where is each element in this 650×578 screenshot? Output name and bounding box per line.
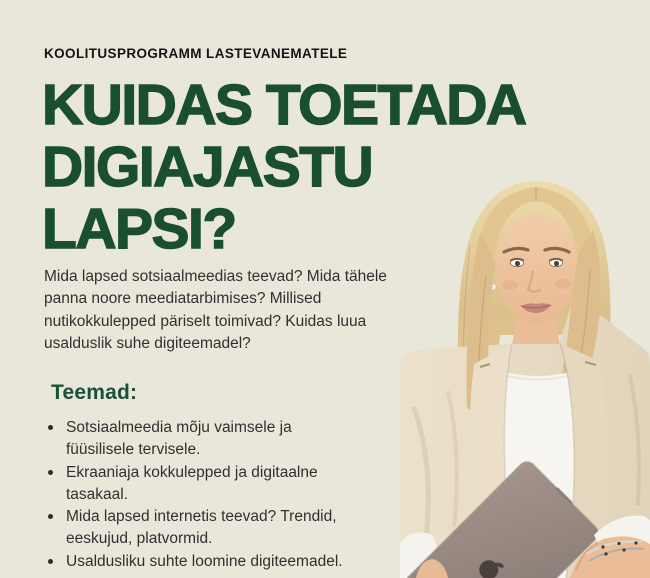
list-item <box>44 462 362 507</box>
topic-text: Usaldusliku suhte loomine digiteemadel. <box>66 552 343 570</box>
title-line-1: KUIDAS TOETADA <box>42 73 526 137</box>
bullet-icon <box>48 425 53 430</box>
woman-portrait-photo <box>400 175 650 578</box>
bullet-icon <box>48 514 53 519</box>
topics-list <box>44 417 362 573</box>
kicker-text: KOOLITUSPROGRAMM LASTEVANEMATELE <box>44 46 348 61</box>
list-item <box>44 551 362 573</box>
list-item <box>44 506 362 551</box>
list-item <box>44 417 362 462</box>
bullet-icon <box>48 559 53 564</box>
bullet-icon <box>48 470 53 475</box>
title-line-3: LAPSI? <box>42 197 236 261</box>
title-line-2: DIGIAJASTU <box>42 135 373 199</box>
topic-text: Sotsiaalmeedia mõju vaimsele ja füüsilisele tervisele. <box>66 419 292 459</box>
topic-text: Ekraaniaja kokkulepped ja digitaalne tasakaal. <box>66 463 318 503</box>
intro-paragraph: Mida lapsed sotsiaalmeedias teevad? Mida tähele panna noore meediatarbimises? Millised nutikokkulepped päriselt toimivad? Kuidas luua usalduslik suhe digiteemadel? <box>44 268 387 352</box>
topics-heading: Teemad: <box>51 381 138 404</box>
topic-text: Mida lapsed internetis teevad? Trendid, eeskujud, platvormid. <box>66 508 337 548</box>
